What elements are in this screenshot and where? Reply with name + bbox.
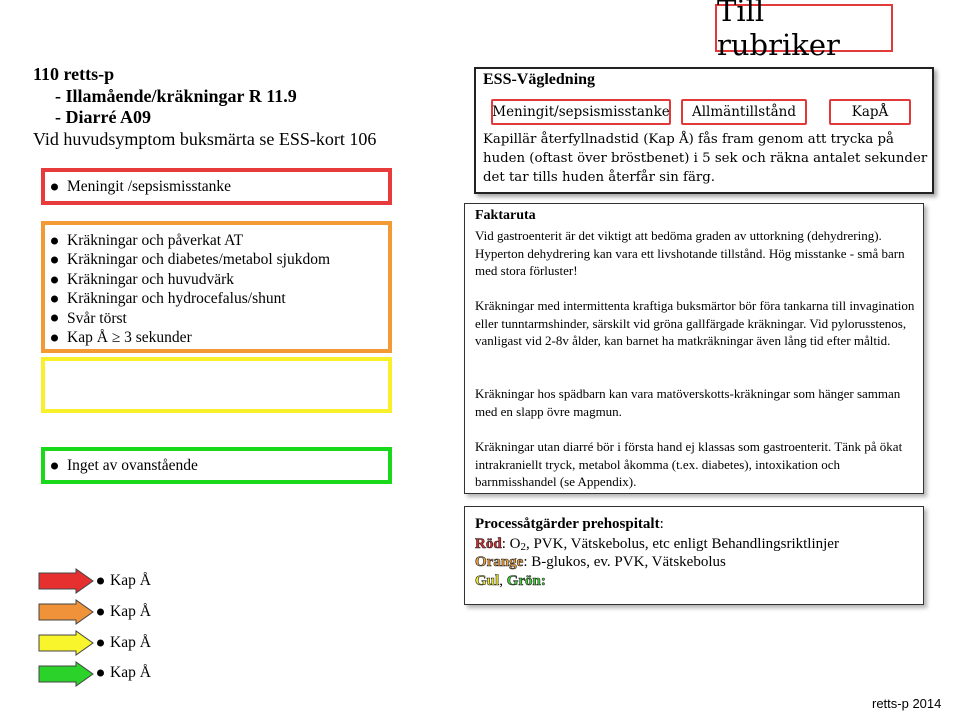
yellow-arrow-icon <box>38 630 94 656</box>
process-gul-label: Gul <box>475 573 500 589</box>
triage-red-box <box>41 168 392 205</box>
triage-green-box <box>41 447 392 484</box>
fakta-paragraph: Kräkningar hos spädbarn kan vara matöverskotts-kräkningar som hänger samman med en slapp övre magmun. <box>475 386 901 419</box>
fakta-paragraph: Kräkningar med intermittenta kraftiga buksmärtor bör föra tankarna till invagination eller tunntarmshinder, särskilt vid gröna gallfärgade kräkningar. Vid pylorusstenos, vanligast vid 2-8v ålder, kan barnet ha matkräkningar även lång tid efter måltid. <box>475 298 915 349</box>
title-link[interactable]: Till rubriker <box>715 4 893 52</box>
process-gron-label: Grön: <box>506 573 546 589</box>
triage-orange-box <box>41 221 392 353</box>
process-box <box>464 506 924 605</box>
process-red-text-a: : O <box>501 536 521 552</box>
triage-orange-item: Svår törst <box>45 309 388 328</box>
triage-orange-item: Kräkningar och diabetes/metabol sjukdom <box>45 250 388 269</box>
fakta-title: Faktaruta <box>475 208 536 223</box>
kap-label-red: Kap Å <box>97 572 151 590</box>
ess-pill-allmantillstand[interactable]: Allmäntillstånd <box>681 99 807 125</box>
process-title-text: Processåtgärder prehospitalt <box>475 516 660 532</box>
red-arrow-icon <box>38 568 94 594</box>
footer-label: retts-p 2014 <box>872 696 942 711</box>
kap-label-green: Kap Å <box>97 664 151 682</box>
triage-red-item: Meningit /sepsismisstanke <box>45 178 231 196</box>
process-red-line <box>475 536 839 553</box>
triage-orange-item: Kräkningar och hydrocefalus/shunt <box>45 289 388 308</box>
header-line-buksmarta: Vid huvudsymptom buksmärta se ESS-kort 106 <box>33 128 377 149</box>
kap-label-yellow: Kap Å <box>97 634 151 652</box>
process-title: Processåtgärder prehospitalt: <box>475 516 664 532</box>
fakta-paragraph: Kräkningar utan diarré bör i första hand ej klassas som gastroenterit. Tänk på ökat intrakraniellt tryck, metabol åkomma (t.ex. diabetes), intoxikation och barnmisshandel (se Appendix). <box>475 439 903 490</box>
header-line-code: 110 retts-p <box>33 64 115 84</box>
ess-description: Kapillär återfyllnadstid (Kap Å) fås fram genom att trycka på huden (oftast över bröstbenet) i 5 sek och räkna antalet sekunder det tar tills huden återfår sin färg. <box>483 132 928 185</box>
process-orange-label: Orange <box>475 554 524 570</box>
fakta-paragraph: Vid gastroenterit är det viktigt att bedöma graden av uttorkning (dehydrering). Hyperton dehydrering kan vara ett livshotande tillstånd. Hög misstanke - små barn med stora förluster! <box>475 228 905 279</box>
header-line-diarre: - Diarré A09 <box>55 107 151 127</box>
kap-label-orange: Kap Å <box>97 603 151 621</box>
triage-yellow-box <box>41 357 392 413</box>
process-red-sub: 2 <box>520 541 526 553</box>
triage-orange-item: Kräkningar och påverkat AT <box>45 231 388 250</box>
ess-guidance-box <box>474 67 934 194</box>
process-orange-line <box>475 554 726 571</box>
ess-pill-meningit[interactable]: Meningit/sepsismisstanke <box>491 99 671 125</box>
green-arrow-icon <box>38 661 94 687</box>
ess-title: ESS-Vägledning <box>483 71 596 88</box>
triage-orange-item: Kräkningar och huvudvärk <box>45 270 388 289</box>
triage-orange-item: Kap Å ≥ 3 sekunder <box>45 328 388 347</box>
fakta-box <box>464 203 924 494</box>
header-line-illamaende: - Illamående/kräkningar R 11.9 <box>55 85 297 106</box>
process-orange-text: : B-glukos, ev. PVK, Vätskebolus <box>523 554 726 570</box>
left-header <box>33 64 376 150</box>
process-red-text-b: , PVK, Vätskebolus, etc enligt Behandlingsriktlinjer <box>525 536 839 552</box>
triage-green-item: Inget av ovanstående <box>45 457 198 475</box>
ess-pill-kapa[interactable]: KapÅ <box>829 99 911 125</box>
process-red-label: Röd <box>475 536 502 552</box>
orange-arrow-icon <box>38 599 94 625</box>
process-gul-gron-line: Gul, Grön: <box>475 573 546 589</box>
